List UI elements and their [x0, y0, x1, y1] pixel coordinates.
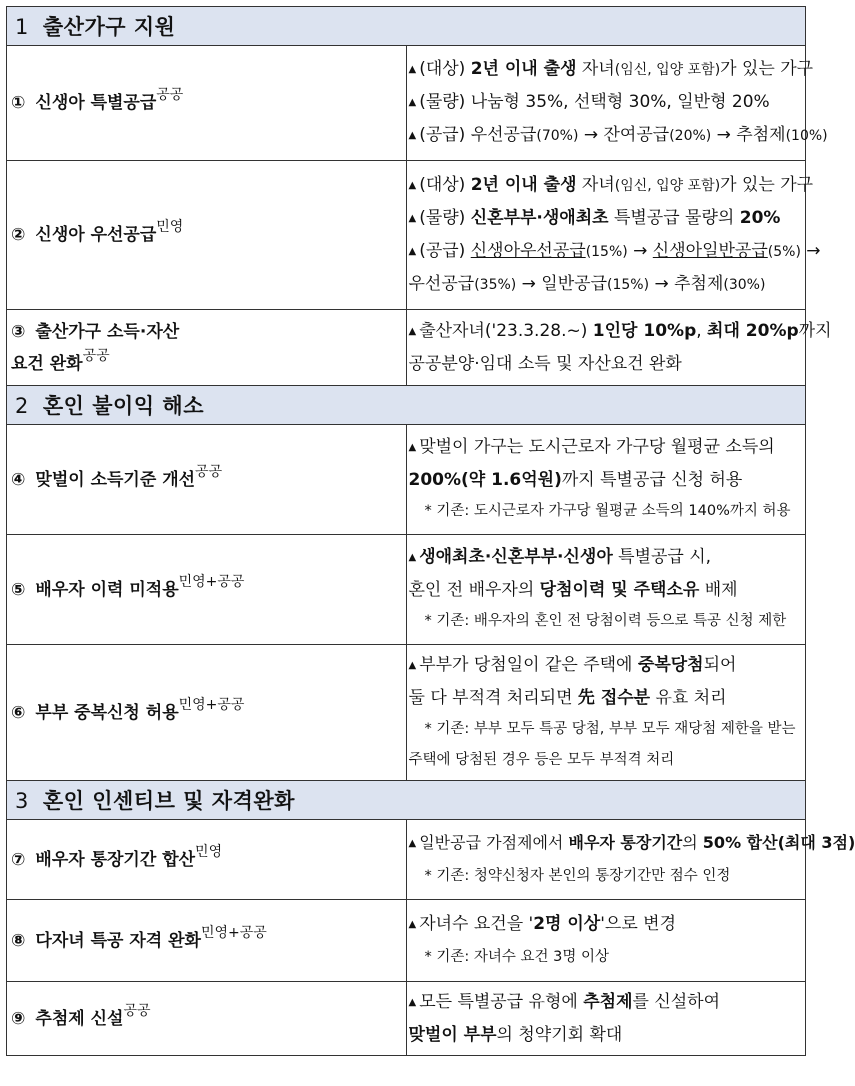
desc-line: 공공분양·임대 소득 및 자산요건 완화: [408, 353, 682, 374]
item-number: ⑦: [11, 849, 26, 870]
triangle-bullet-icon: ▲: [408, 212, 417, 224]
section-header: [7, 386, 806, 425]
triangle-bullet-icon: ▲: [408, 96, 417, 108]
note-line: * 기존: 배우자의 혼인 전 당첨이력 등으로 특공 신청 제한: [424, 613, 787, 629]
item-number: ②: [11, 225, 26, 245]
table-row: [7, 900, 806, 982]
item-description: [406, 161, 821, 310]
note-line: * 기존: 청약신청자 본인의 통장기간만 점수 인정: [424, 868, 731, 884]
item-label: [7, 161, 407, 310]
item-number: ⑨: [11, 1008, 26, 1029]
item-tag: 민영: [195, 843, 223, 860]
desc-line: ▲ 모든 특별공급 유형에 추첨제를 신설하여: [408, 991, 721, 1012]
item-label: [7, 310, 407, 386]
triangle-bullet-icon: ▲: [408, 325, 417, 337]
item-tag: 공공: [82, 347, 110, 364]
triangle-bullet-icon: ▲: [408, 129, 417, 141]
section-row-1: [7, 7, 806, 46]
item-label: [7, 46, 407, 161]
triangle-bullet-icon: ▲: [408, 996, 417, 1008]
desc-line: 우선공급(35%) → 일반공급(15%) → 추첨제(30%): [408, 273, 766, 294]
desc-line: ▲ (대상) 2년 이내 출생 자녀(임신, 입양 포함)가 있는 가구: [408, 174, 814, 195]
desc-line: ▲ 맞벌이 가구는 도시근로자 가구당 월평균 소득의: [408, 437, 775, 457]
item-number: ③: [11, 321, 26, 342]
item-title: 요건 완화: [11, 353, 83, 374]
item-description: [406, 425, 806, 535]
item-description: [406, 46, 828, 161]
desc-line: ▲ 일반공급 가점제에서 배우자 통장기간의 50% 합산(최대 3점): [408, 833, 855, 852]
section-number: 3: [15, 789, 29, 813]
desc-line: ▲ (공급) 신생아우선공급(15%) → 신생아일반공급(5%) →: [408, 240, 821, 261]
note-line: 주택에 당첨된 경우 등은 모두 부적격 처리: [408, 751, 675, 768]
item-label: [7, 645, 407, 781]
section-header: [7, 781, 806, 820]
item-title: 출산가구 소득·자산: [35, 321, 180, 342]
section-number: 1: [15, 15, 29, 39]
desc-line: ▲ 부부가 당첨일이 같은 주택에 중복당첨되어: [408, 654, 737, 675]
note-line: * 기존: 도시근로자 가구당 월평균 소득의 140%까지 허용: [424, 503, 791, 519]
item-tag: 민영+공공: [178, 573, 245, 590]
desc-line: ▲ 생애최초·신혼부부·신생아 특별공급 시,: [408, 547, 712, 567]
triangle-bullet-icon: ▲: [408, 179, 417, 191]
table-row: [7, 535, 806, 645]
table-row: [7, 310, 806, 386]
item-description: [406, 820, 855, 900]
section-number: 2: [15, 394, 29, 418]
desc-line: 200%(약 1.6억원)까지 특별공급 신청 허용: [408, 470, 743, 490]
item-title: 부부 중복신청 허용: [35, 702, 179, 723]
triangle-bullet-icon: ▲: [408, 918, 417, 930]
item-tag: 공공: [156, 87, 184, 104]
triangle-bullet-icon: ▲: [408, 442, 417, 453]
desc-line: ▲ (물량) 나눔형 35%, 선택형 30%, 일반형 20%: [408, 91, 770, 112]
item-title: 신생아 특별공급: [35, 93, 157, 113]
section-row-3: [7, 781, 806, 820]
triangle-bullet-icon: ▲: [408, 838, 417, 849]
item-number: ①: [11, 93, 26, 113]
item-description: [406, 645, 806, 781]
item-tag: 공공: [123, 1002, 151, 1019]
item-label: [7, 820, 407, 900]
item-title: 다자녀 특공 자격 완화: [35, 930, 201, 951]
item-title: 신생아 우선공급: [35, 225, 157, 245]
item-title: 추첨제 신설: [35, 1008, 124, 1029]
item-label: [7, 535, 407, 645]
item-tag: 공공: [195, 463, 223, 480]
item-number: ⑤: [11, 579, 26, 600]
desc-line: 혼인 전 배우자의 당첨이력 및 주택소유 배제: [408, 580, 738, 600]
item-number: ⑥: [11, 702, 26, 723]
section-header: [7, 7, 806, 46]
table-row: [7, 425, 806, 535]
item-tag: 민영+공공: [200, 924, 267, 941]
desc-line: ▲ 자녀수 요건을 '2명 이상'으로 변경: [408, 913, 676, 934]
table-row: [7, 161, 806, 310]
table-row: [7, 982, 806, 1056]
item-description: [406, 982, 806, 1056]
table-row: [7, 645, 806, 781]
table-row: [7, 46, 806, 161]
section-title: 출산가구 지원: [42, 15, 176, 39]
note-line: * 기존: 부부 모두 특공 당첨, 부부 모두 재당첨 제한을 받는: [424, 720, 796, 737]
section-row-2: [7, 386, 806, 425]
item-description: [406, 900, 806, 982]
desc-line: 둘 다 부적격 처리되면 先 접수분 유효 처리: [408, 687, 727, 708]
item-description: [406, 535, 806, 645]
item-tag: 민영: [156, 219, 184, 236]
table-row: [7, 820, 806, 900]
item-number: ⑧: [11, 930, 26, 951]
desc-line: ▲ (공급) 우선공급(70%) → 잔여공급(20%) → 추첨제(10%): [408, 124, 828, 145]
triangle-bullet-icon: ▲: [408, 63, 417, 75]
item-title: 맞벌이 소득기준 개선: [35, 469, 196, 490]
section-title: 혼인 인센티브 및 자격완화: [42, 789, 295, 813]
desc-line: ▲ (대상) 2년 이내 출생 자녀(임신, 입양 포함)가 있는 가구: [408, 58, 814, 79]
item-label: [7, 982, 407, 1056]
triangle-bullet-icon: ▲: [408, 245, 417, 257]
note-line: * 기존: 자녀수 요건 3명 이상: [424, 948, 609, 965]
item-title: 배우자 통장기간 합산: [35, 849, 196, 870]
desc-line: 맞벌이 부부의 청약기회 확대: [408, 1024, 623, 1045]
item-label: [7, 425, 407, 535]
item-description: [406, 310, 832, 386]
triangle-bullet-icon: ▲: [408, 659, 417, 671]
item-label: [7, 900, 407, 982]
triangle-bullet-icon: ▲: [408, 552, 417, 563]
item-number: ④: [11, 469, 26, 490]
item-tag: 민영+공공: [178, 696, 245, 713]
policy-table: [6, 6, 855, 1056]
desc-line: ▲ 출산자녀('23.3.28.~) 1인당 10%p, 최대 20%p까지: [408, 320, 832, 341]
section-title: 혼인 불이익 해소: [42, 394, 204, 418]
desc-line: ▲ (물량) 신혼부부·생애최초 특별공급 물량의 20%: [408, 207, 781, 228]
item-title: 배우자 이력 미적용: [35, 579, 179, 600]
